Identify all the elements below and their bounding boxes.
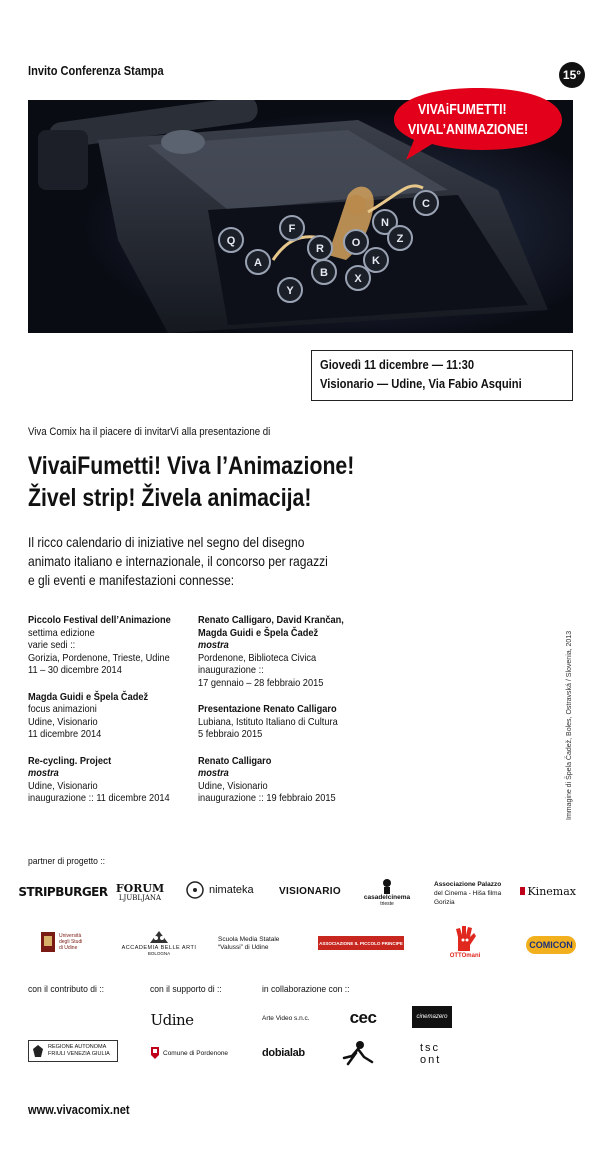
contrib-label: con il contributo di :: (28, 984, 105, 995)
cec-logo (342, 1008, 384, 1028)
website-link[interactable]: www.vivacomix.net (28, 1102, 130, 1117)
logo-label: Scuola Media Statale (218, 936, 280, 943)
casadelcinema-icon (380, 878, 394, 894)
visionario-logo (280, 884, 340, 898)
typewriter-key-label: Q (226, 235, 236, 247)
logo-label: Università (59, 933, 82, 939)
comicon-logo (526, 936, 576, 954)
edition-badge: 15° (559, 62, 585, 88)
event-line: 11 – 30 dicembre 2014 (28, 664, 122, 676)
palazzo-cinema-logo (434, 878, 510, 908)
kinemax-icon (520, 887, 525, 895)
event-line: 5 febbraio 2015 (198, 728, 263, 740)
collab-label: in collaborazione con :: (262, 984, 350, 995)
logo-label: di Udine (59, 945, 78, 951)
event-line: 17 gennaio – 28 febbraio 2015 (198, 676, 324, 689)
logo-label: FRIULI VENEZIA GIULIA (48, 1051, 110, 1057)
event-title: Re-cycling. Project (28, 754, 112, 767)
running-figure-icon (338, 1040, 378, 1066)
pordenone-crest-icon (150, 1046, 160, 1060)
logo-label: BOLOGNA (147, 950, 171, 956)
event-type: mostra (28, 767, 59, 779)
logo-label: ASSOCIAZIONE IL PICCOLO PRINCIPE (319, 940, 403, 946)
logo-label: dobialab (262, 1047, 305, 1059)
event-line: focus animazioni (28, 703, 97, 715)
lead-line: Il ricco calendario di iniziative nel segno del disegno (28, 534, 305, 550)
event-title: Presentazione Renato Calligaro (198, 703, 337, 715)
events-column-left (28, 614, 171, 819)
event-title: Renato Calligaro (198, 754, 272, 767)
logo-label: del Cinema - Hiša filma (434, 889, 502, 897)
typewriter-key-label: C (422, 198, 430, 210)
event-line: Gorizia, Pordenone, Trieste, Udine (28, 651, 170, 664)
invite-title: Invito Conferenza Stampa (28, 63, 164, 78)
logo-label: VISIONARIO (279, 885, 341, 897)
logo-label: “Valussi” di Udine (218, 944, 269, 951)
logo-label: cinemazero (416, 1014, 448, 1020)
event-item (28, 691, 171, 741)
regione-fvg-logo (28, 1040, 118, 1062)
typewriter-key-label: Z (396, 233, 404, 245)
event-item (28, 755, 171, 805)
typewriter-key-label: A (254, 257, 262, 269)
logo-label: Comune di Pordenone (163, 1049, 229, 1057)
university-crest-icon (40, 931, 56, 953)
tsc-logo (420, 1040, 448, 1068)
artevideo-logo (262, 1012, 322, 1024)
logo-label: tsc (420, 1042, 441, 1054)
venue: Visionario — Udine, Via Fabio Asquini (320, 376, 522, 391)
date-box (311, 350, 573, 401)
logo-label: nimateka (209, 884, 254, 896)
accademia-owl-icon (148, 929, 170, 945)
bubble-line-1: VIVAiFUMETTI! (418, 101, 507, 118)
event-item (198, 755, 344, 805)
logo-label: LJUBLJANA (118, 894, 162, 902)
typewriter-key-label: B (320, 267, 328, 279)
comune-pordenone-logo (150, 1044, 230, 1062)
casadelcinema-logo (358, 874, 416, 910)
animateka-logo (185, 878, 257, 902)
typewriter-key-label: Y (286, 285, 294, 297)
logo-label: ont (420, 1054, 442, 1066)
ottomani-hand-icon (452, 923, 478, 953)
logo-label: casadelcinema (363, 893, 411, 901)
event-line: Udine, Visionario (198, 779, 268, 792)
event-title: Magda Guidi e Špela Čadež (28, 690, 149, 703)
piccolo-principe-logo (318, 936, 404, 950)
headline (28, 450, 354, 514)
logo-label: cec (349, 1008, 377, 1027)
event-line: inaugurazione :: 19 febbraio 2015 (198, 792, 336, 804)
scuola-valussi-logo (218, 934, 298, 954)
event-line: inaugurazione :: 11 dicembre 2014 (28, 792, 170, 804)
lead-line: animato italiano e internazionale, il concorso per ragazzi (28, 553, 328, 569)
event-line: 11 dicembre 2014 (28, 728, 102, 740)
events-column-right (198, 614, 344, 819)
cinemazero-logo (412, 1006, 452, 1028)
logo-label: degli Studi (59, 939, 83, 945)
logo-label: REGIONE AUTONOMA (48, 1044, 107, 1050)
event-line: Udine, Visionario (28, 779, 98, 792)
image-credit: Immagine di Špela Čadež, Boles, Ostravská / Slovenia, 2013 (566, 630, 573, 820)
bubble-line-2: VIVAL’ANIMAZIONE! (408, 121, 529, 138)
logo-label: ACCADEMIA BELLE ARTI (121, 944, 197, 951)
event-line: Pordenone, Biblioteca Civica (198, 651, 317, 664)
comune-udine-logo (150, 1010, 194, 1030)
typewriter-key-label: N (381, 217, 389, 229)
dobialab-logo (262, 1046, 322, 1060)
headline-slovenian: Živel strip! Živela animacija! (28, 484, 312, 512)
speech-bubble (392, 84, 564, 162)
animateka-icon (185, 879, 207, 901)
typewriter-key-label: X (354, 273, 362, 285)
event-item (198, 703, 344, 741)
lead-paragraph (28, 533, 328, 590)
logo-label: Gorizia (434, 898, 455, 906)
logo-label: COMICON (529, 940, 573, 950)
event-line: inaugurazione :: (198, 664, 264, 676)
running-figure-logo (338, 1040, 378, 1066)
logo-label: STRIPBURGER (18, 885, 108, 899)
accademia-belle-arti-logo (116, 924, 202, 960)
typewriter-key-label: K (372, 255, 380, 267)
event-item (28, 614, 171, 677)
typewriter-key-label: O (351, 237, 361, 249)
universita-udine-logo (40, 928, 100, 956)
event-line: settima edizione (28, 626, 95, 639)
event-title: Magda Guidi e Špela Čadež (198, 626, 319, 639)
event-item (198, 614, 344, 689)
lead-line: e gli eventi e manifestazioni connesse: (28, 572, 235, 588)
logo-label: trieste (380, 900, 394, 907)
regione-eagle-icon (32, 1044, 44, 1058)
forum-ljubljana-logo (117, 880, 163, 906)
event-title: Renato Calligaro, David Krančan, (198, 614, 344, 626)
support-label: con il supporto di :: (150, 984, 222, 995)
event-type: mostra (198, 767, 229, 779)
typewriter-key-label: R (316, 243, 324, 255)
stripburger-logo (18, 884, 108, 900)
event-type: mostra (198, 639, 229, 651)
event-line: Udine, Visionario (28, 715, 98, 728)
event-line: Lubiana, Istituto Italiano di Cultura (198, 715, 338, 728)
kinemax-logo (520, 884, 576, 898)
event-line: varie sedi :: (28, 639, 76, 651)
event-title: Piccolo Festival dell’Animazione (28, 614, 171, 626)
typewriter-key-label: F (288, 223, 296, 235)
date-time: Giovedì 11 dicembre — 11:30 (320, 357, 475, 372)
headline-italian: VivaiFumetti! Viva l’Animazione! (28, 452, 355, 480)
logo-label: Kinemax (527, 884, 576, 898)
intro-text: Viva Comix ha il piacere di invitarVi alla presentazione di (28, 426, 271, 438)
logo-label: Associazione Palazzo (434, 880, 502, 888)
partners-label: partner di progetto :: (28, 856, 106, 867)
logo-label: Arte Video s.n.c. (262, 1014, 310, 1022)
logo-label: OTTOmani (449, 953, 481, 959)
logo-label: Udine (150, 1011, 194, 1029)
logo-label: FORUM (115, 882, 165, 895)
ottomani-logo (440, 918, 490, 964)
